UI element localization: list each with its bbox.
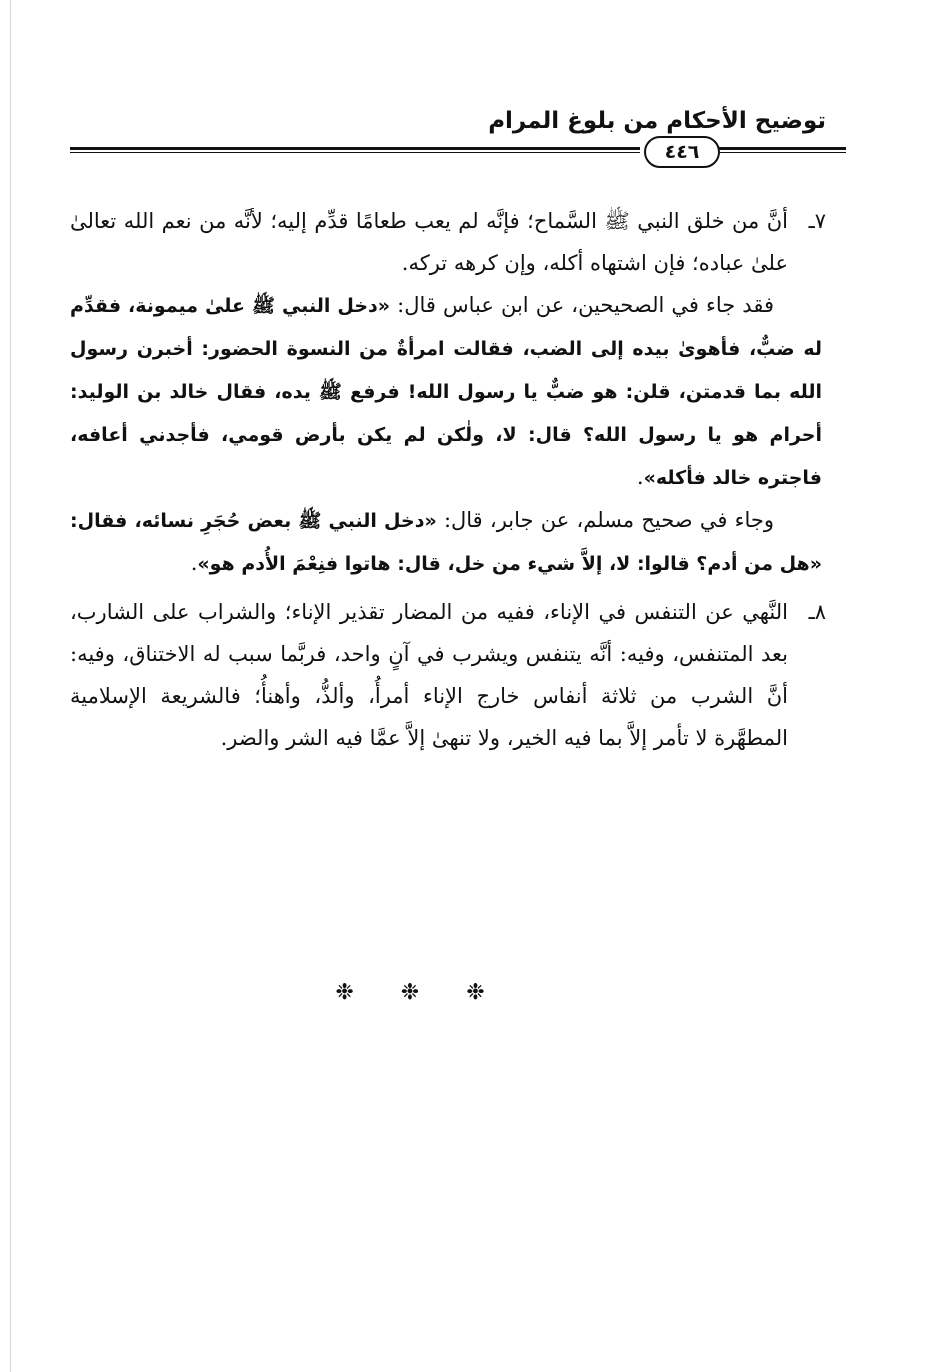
header-rule-left xyxy=(70,147,640,153)
list-item-7 xyxy=(70,200,826,284)
paragraph-end: . xyxy=(636,465,644,489)
hadith-paragraph-ibn-abbas xyxy=(70,284,822,499)
header-rule-right xyxy=(718,147,846,153)
running-title: توضيح الأحكام من بلوغ المرام xyxy=(488,108,826,134)
hadith-paragraph-jabir xyxy=(70,499,822,585)
item-text: أنَّ من خلق النبي ﷺ السَّماح؛ فإنَّه لم يعب طعامًا قدِّم إليه؛ لأنَّه من نعم الله تعالىٰ علىٰ عباده؛ فإن اشتهاه أكله، وإن كرهه تركه. xyxy=(70,209,788,275)
page-number: ٤٤٦ xyxy=(644,136,720,168)
section-separator: ❉ ❉ ❉ xyxy=(335,980,505,1005)
page-binding-edge xyxy=(0,0,11,1372)
hadith-text: «دخل النبي ﷺ بعض حُجَرِ نسائه، فقال: «هل من أدم؟ قالوا: لا، إلاَّ شيء من خل، قال: هاتوا فنِعْمَ الأُدم هو» xyxy=(70,510,822,575)
paragraph-intro: فقد جاء في الصحيحين، عن ابن عباس قال: xyxy=(390,293,774,317)
item-text: النَّهي عن التنفس في الإناء، ففيه من المضار تقذير الإناء؛ والشراب على الشارب، بعد المتنفس، وفيه: أنَّه يتنفس ويشرب في آنٍ واحد، فربَّما سبب له الاختناق، وفيه: أنَّ الشرب من ثلاثة أنفاس خارج الإناء أمرأُ، وألذُّ، وأهنأُ؛ فالشريعة الإسلامية المطهَّرة لا تأمر إلاَّ بما فيه الخير، ولا تنهىٰ إلاَّ عمَّا فيه الشر والضر. xyxy=(70,600,788,750)
item-number: ٨ـ xyxy=(808,600,826,624)
paragraph-end: . xyxy=(190,551,198,575)
list-item-8 xyxy=(70,591,826,759)
page-body xyxy=(70,200,826,759)
item-number: ٧ـ xyxy=(808,209,826,233)
paragraph-intro: وجاء في صحيح مسلم، عن جابر، قال: xyxy=(436,508,775,532)
page-header xyxy=(70,100,846,190)
hadith-text: «دخل النبي ﷺ علىٰ ميمونة، فقدِّم له ضبٌّ، فأهوىٰ بيده إلى الضب، فقالت امرأةٌ من النسوة الحضور: أخبرن رسول الله بما قدمتن، قلن: هو ضبٌّ يا رسول الله! فرفع ﷺ يده، فقال خالد بن الوليد: أحرام هو يا رسول الله؟ قال: لا، ولٰكن لم يكن بأرض قومي، فأجدني أعافه، فاجتره خالد فأكله» xyxy=(70,295,822,489)
